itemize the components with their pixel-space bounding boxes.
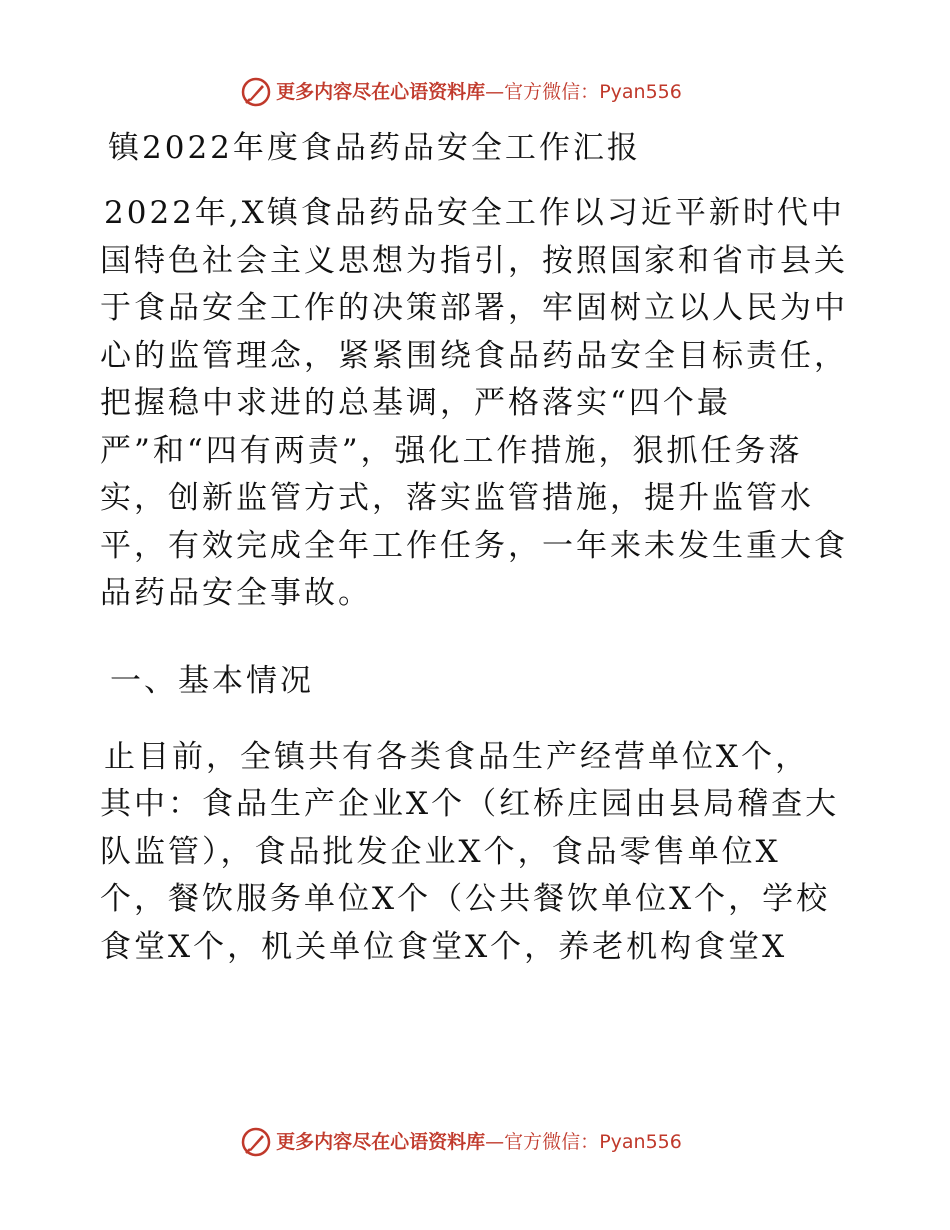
feather-pen-logo-icon (240, 76, 272, 108)
watermark-text: 更多内容尽在心语资料库 (276, 1131, 486, 1153)
paragraph-line: 心的监管理念，紧紧围绕食品药品安全目标责任， (100, 337, 848, 374)
paragraph-line: 平，有效完成全年工作任务，一年来未发生重大食 (100, 527, 848, 564)
watermark-wechat-label: 官方微信： (504, 1131, 600, 1153)
paragraph-line: 2022年,X镇食品药品安全工作以习近平新时代中 (104, 195, 845, 231)
watermark-wechat-id: Pyan556 (599, 81, 682, 103)
paragraph-line: 把握稳中求进的总基调，严格落实“四个最 (100, 385, 731, 421)
paragraph-line: 止目前，全镇共有各类食品生产经营单位X个， (104, 738, 810, 775)
watermark-text: 更多内容尽在心语资料库 (276, 81, 486, 103)
watermark-dash: — (485, 81, 505, 103)
watermark-wechat-label: 官方微信： (504, 81, 600, 103)
document-title: 镇2022年度食品药品安全工作汇报 (108, 130, 641, 166)
paragraph-line: 国特色社会主义思想为指引，按照国家和省市县关 (100, 242, 848, 279)
paragraph-line: 个，餐饮服务单位X个（公共餐饮单位X个，学校 (100, 881, 831, 917)
paragraph-line: 品药品安全事故。 (100, 575, 372, 611)
section-heading: 一、基本情况 (110, 662, 314, 699)
header-watermark (0, 76, 950, 108)
document-body (100, 128, 850, 971)
paragraph-line: 实，创新监管方式，落实监管措施，提升监管水 (100, 480, 814, 516)
paragraph-line: 食堂X个，机关单位食堂X个，养老机构食堂X (100, 928, 788, 965)
paragraph-line: 严”和“四有两责”，强化工作措施，狠抓任务落 (100, 432, 803, 469)
paragraph-line: 队监管），食品批发企业X个，食品零售单位X (100, 833, 781, 870)
paragraph-line: 其中：食品生产企业X个（红桥庄园由县局稽查大 (100, 786, 840, 822)
basic-info-paragraph (100, 734, 850, 972)
watermark-wechat-id: Pyan556 (599, 1131, 682, 1153)
intro-paragraph (100, 190, 850, 618)
paragraph-line: 于食品安全工作的决策部署，牢固树立以人民为中 (100, 290, 848, 326)
feather-pen-logo-icon (240, 1126, 272, 1158)
footer-watermark (0, 1126, 950, 1158)
watermark-dash: — (485, 1131, 505, 1153)
